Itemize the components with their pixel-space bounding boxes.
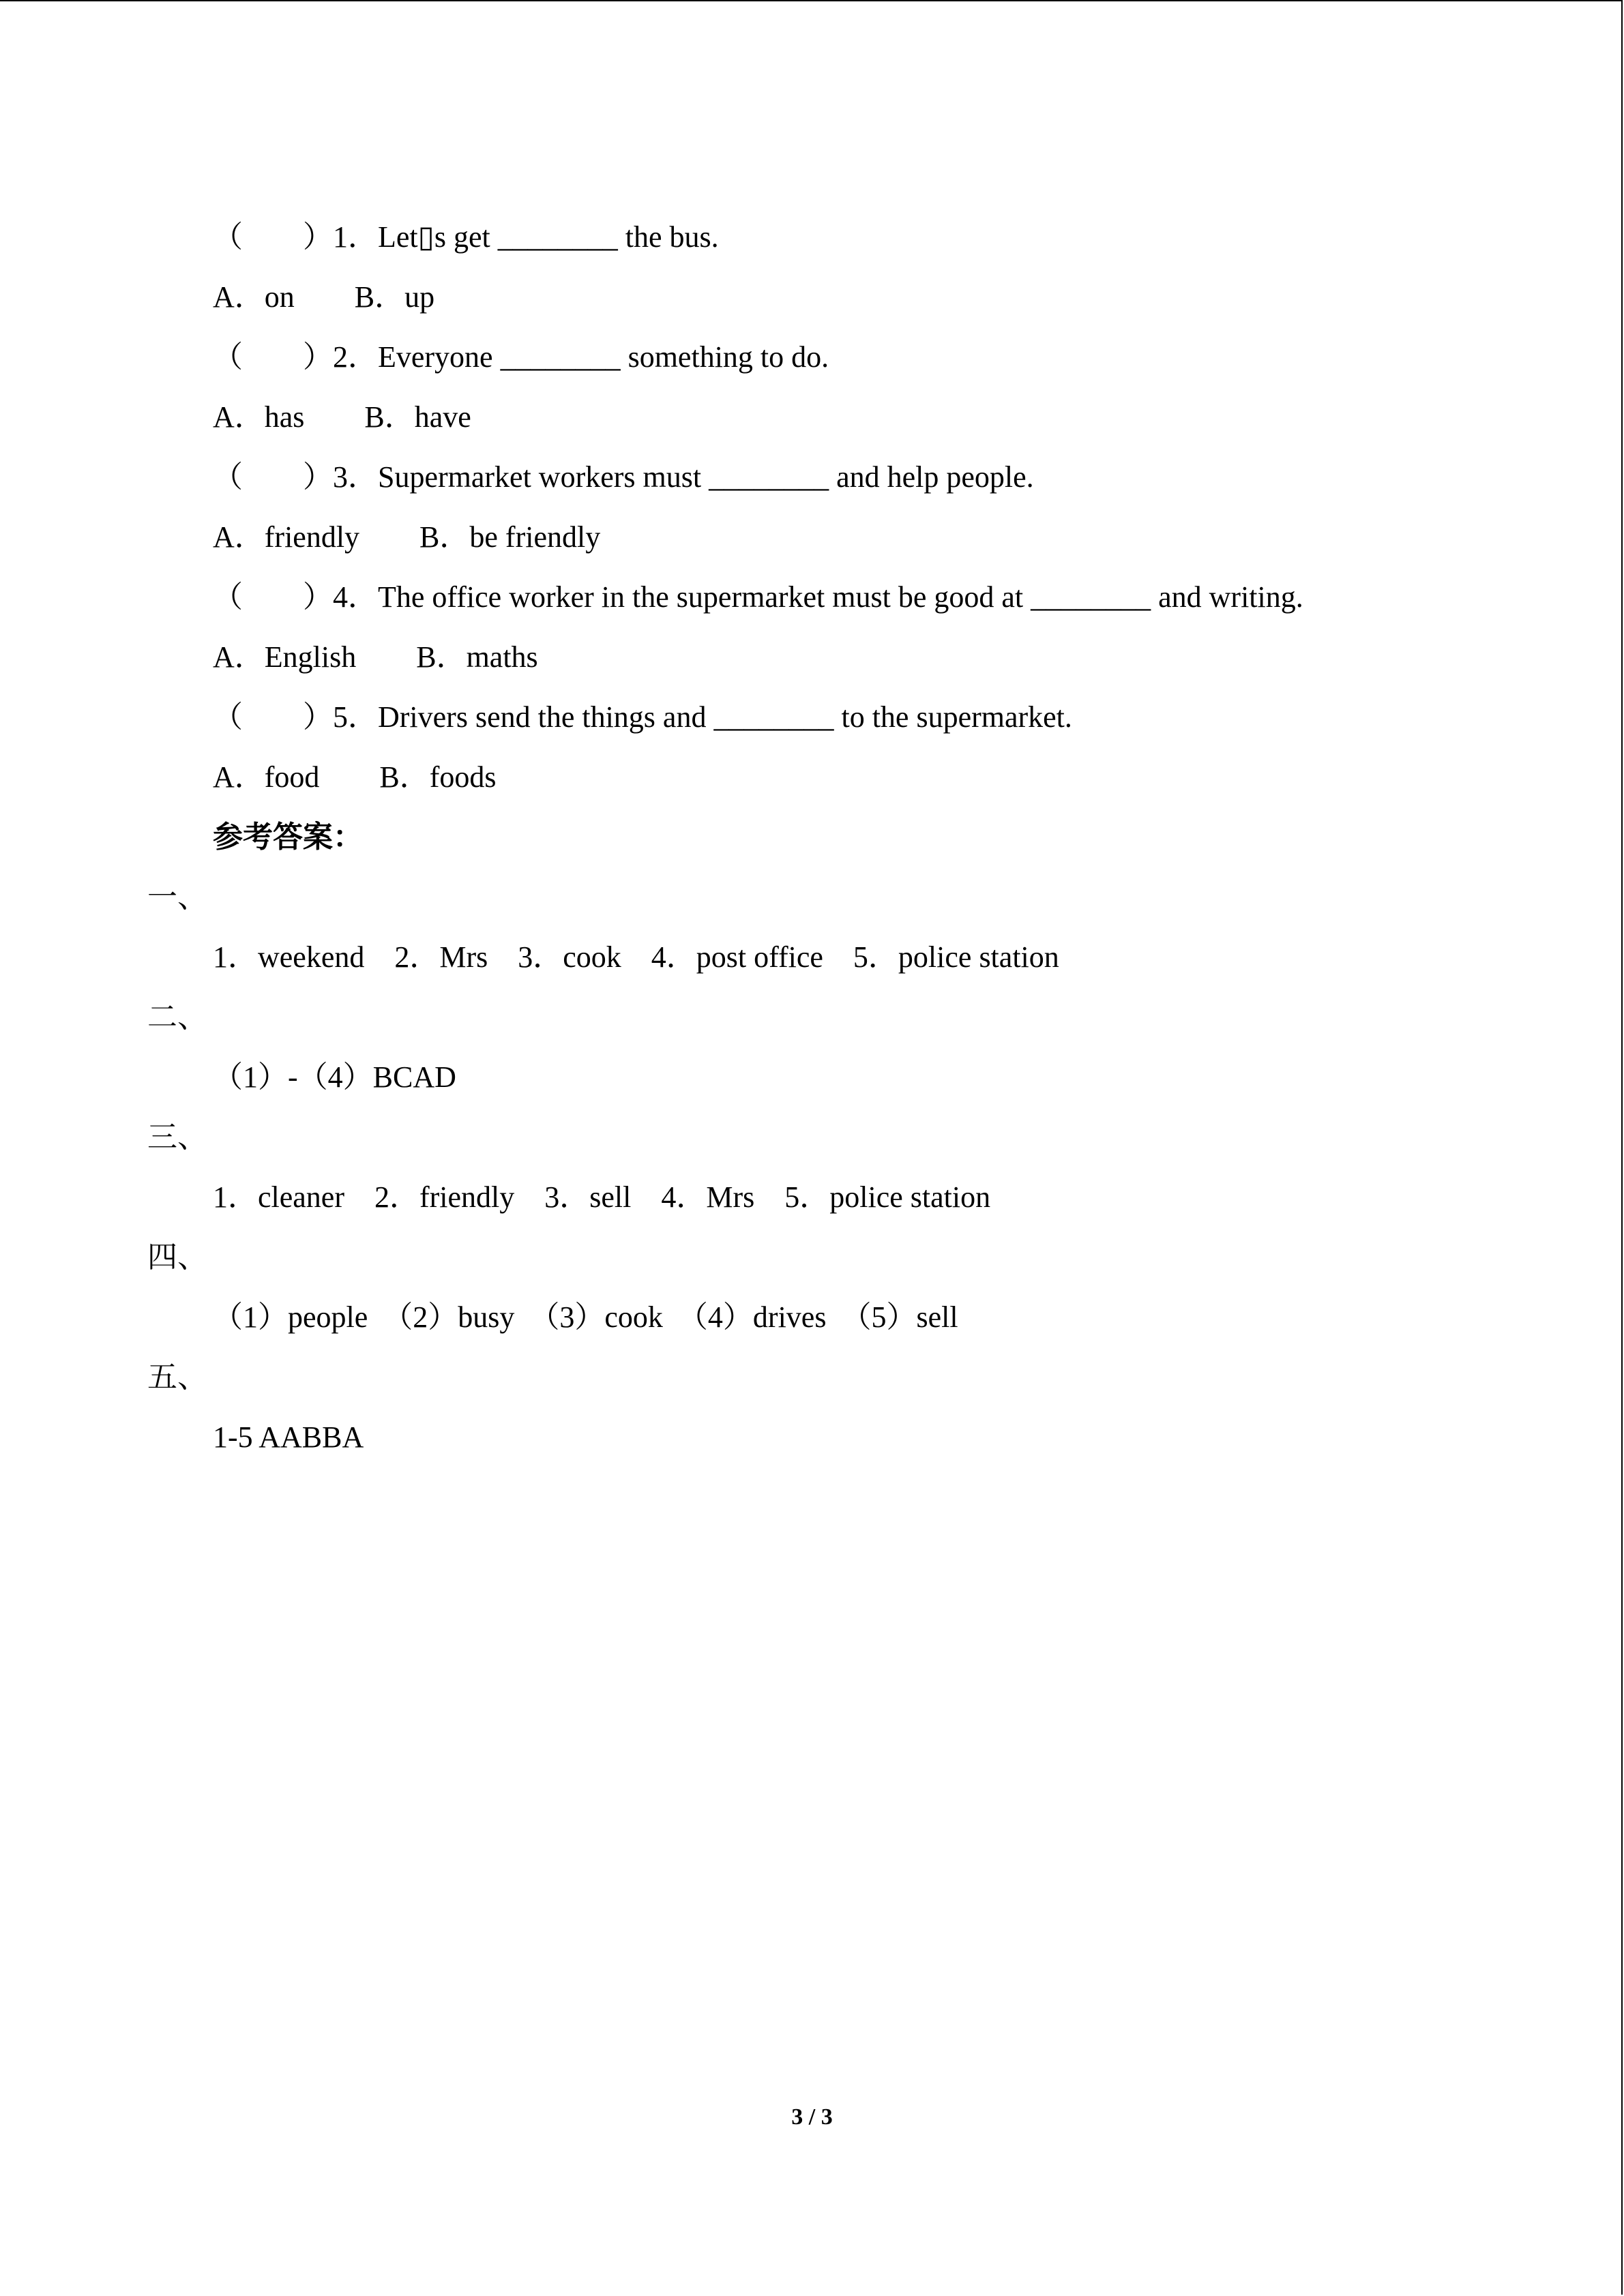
answer-section-5-content: 1-5 AABBA: [213, 1420, 364, 1454]
question-3-stem: （ ）3．Supermarket workers must ________ and help people.: [213, 460, 1034, 494]
question-2-options: A．has B．have: [213, 400, 471, 434]
answer-key-heading: 参考答案：: [213, 820, 363, 854]
answer-section-2-content: （1）-（4）BCAD: [213, 1060, 456, 1094]
question-5-options: A．food B．foods: [213, 760, 497, 794]
question-1-stem: （ ）1．Let▯s get ________ the bus.: [213, 220, 719, 254]
page-number: 3 / 3: [791, 2104, 833, 2130]
answer-section-5-label: 五、: [147, 1360, 207, 1394]
answer-section-4-label: 四、: [147, 1240, 207, 1274]
question-1-options: A．on B．up: [213, 280, 435, 314]
answer-section-2-label: 二、: [147, 1000, 207, 1034]
answer-section-1-content: 1．weekend 2．Mrs 3．cook 4．post office 5．police station: [213, 940, 1059, 974]
question-4-stem: （ ）4．The office worker in the supermarket must be good at ________ and writing.: [213, 580, 1303, 614]
answer-section-3-content: 1．cleaner 2．friendly 3．sell 4．Mrs 5．police station: [213, 1180, 991, 1214]
answer-section-1-label: 一、: [147, 880, 207, 914]
answer-section-4-content: （1）people （2）busy （3）cook （4）drives （5）sell: [213, 1300, 958, 1334]
question-4-options: A．English B．maths: [213, 640, 538, 674]
question-2-stem: （ ）2．Everyone ________ something to do.: [213, 340, 829, 374]
question-5-stem: （ ）5．Drivers send the things and ________ to the supermarket.: [213, 700, 1072, 734]
question-3-options: A．friendly B．be friendly: [213, 520, 601, 554]
answer-section-3-label: 三、: [147, 1120, 207, 1154]
